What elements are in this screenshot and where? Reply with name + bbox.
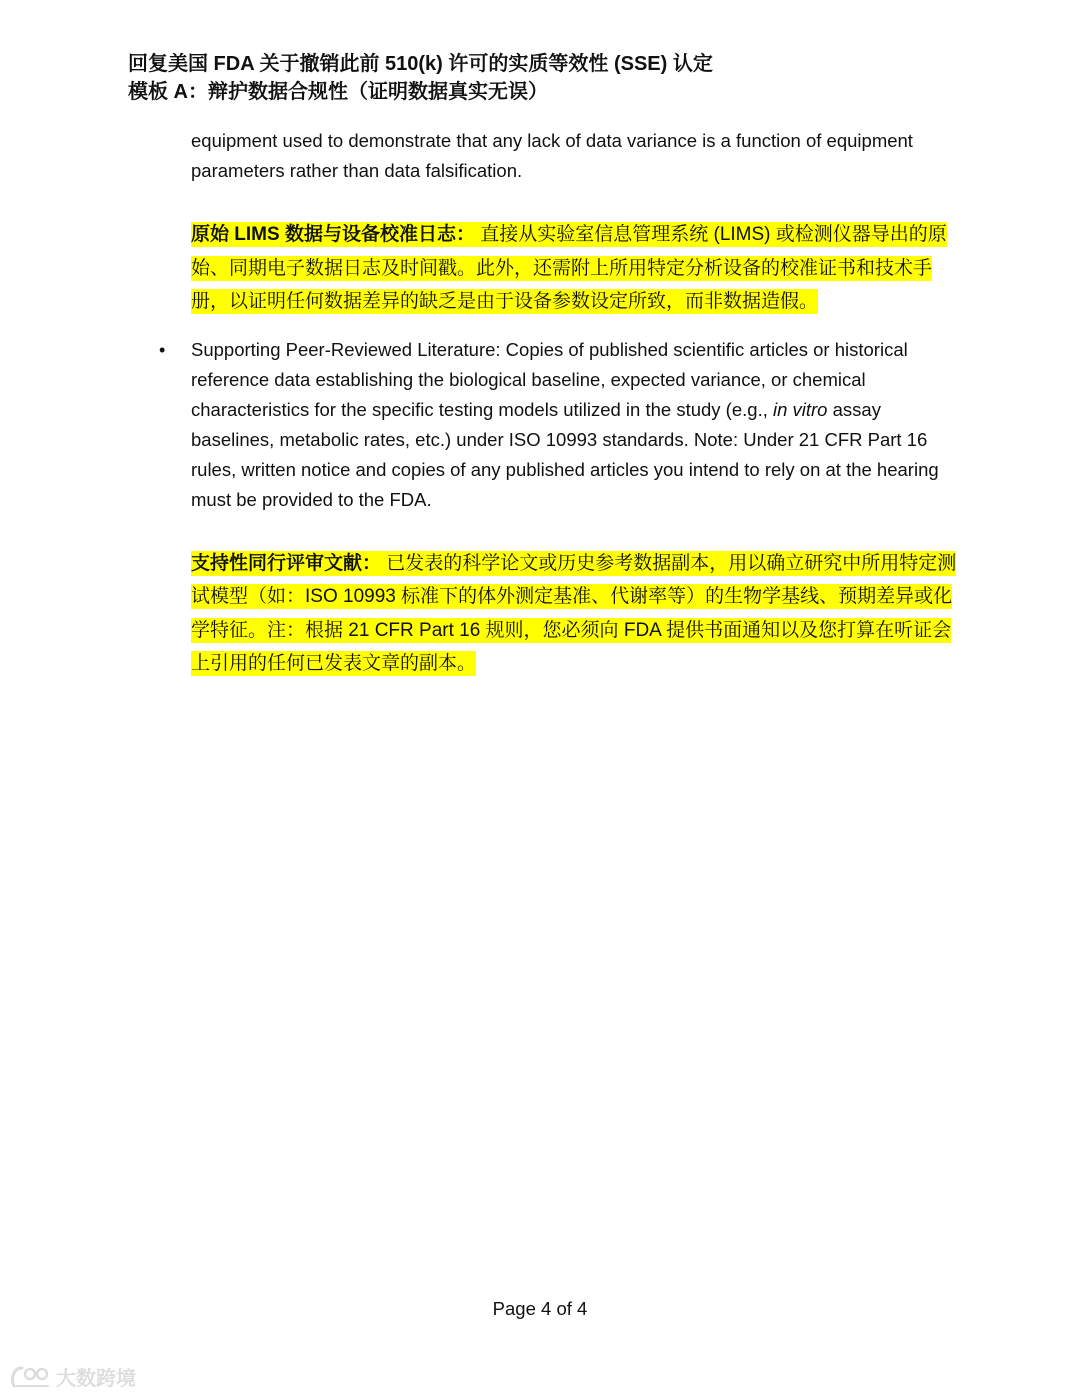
header-title-line-1: 回复美国 FDA 关于撤销此前 510(k) 许可的实质等效性 (SSE) 认定 [128,53,713,75]
paragraph-literature-en [191,335,961,515]
watermark [8,1362,136,1391]
literature-label: 支持性同行评审文献： [191,552,382,574]
header-title-line-2: 模板 A：辩护数据合规性（证明数据真实无误） [128,81,548,103]
literature-text-part-2: assay baselines, metabolic rates, etc.) under ISO 10993 standards. Note: Under 21 CFR Part 16 rules, written notice and copies of any published articles you intend to rely on at the hearing must be provided to the FDA. [191,398,939,510]
lims-text: 直接从实验室信息管理系统 (LIMS) 或检测仪器导出的原始、同期电子数据日志及时间戳。此外，还需附上所用特定分析设备的校准证书和技术手册，以证明任何数据差异的缺乏是由于设备参数设定所致，而非数据造假。 [191,224,947,312]
highlighted-text [191,551,956,677]
paragraph-lims-zh [191,218,961,319]
document-header [128,50,988,106]
paragraph-literature-zh [191,547,961,681]
brand-logo-icon [8,1364,52,1390]
bullet-icon: • [159,339,166,360]
watermark-text: 大数跨境 [56,1368,136,1390]
literature-text-part-1: Supporting Peer-Reviewed Literature: Copies of published scientific articles or historical reference data establishing the biological baseline, expected variance, or chemical characteristics for the specific testing models utilized in the study (e.g., [191,338,908,420]
literature-italic-term: in vitro [772,398,828,420]
page-number: Page 4 of 4 [492,1298,588,1319]
document-body [159,126,961,681]
highlighted-text [191,222,947,314]
literature-zh-text: 已发表的科学论文或历史参考数据副本，用以确立研究中所用特定测试模型（如：ISO 10993 标准下的体外测定基准、代谢率等）的生物学基线、预期差异或化学特征。注：根据 21 CFR Part 16 规则，您必须向 FDA 提供书面通知以及您打算在听证会上引用的任何已发表文章的副本。 [191,552,957,674]
paragraph-equipment-en: equipment used to demonstrate that any lack of data variance is a function of equipment parameters rather than data falsification. [191,130,913,181]
list-item [159,335,961,681]
lims-label: 原始 LIMS 数据与设备校准日志： [191,224,475,245]
